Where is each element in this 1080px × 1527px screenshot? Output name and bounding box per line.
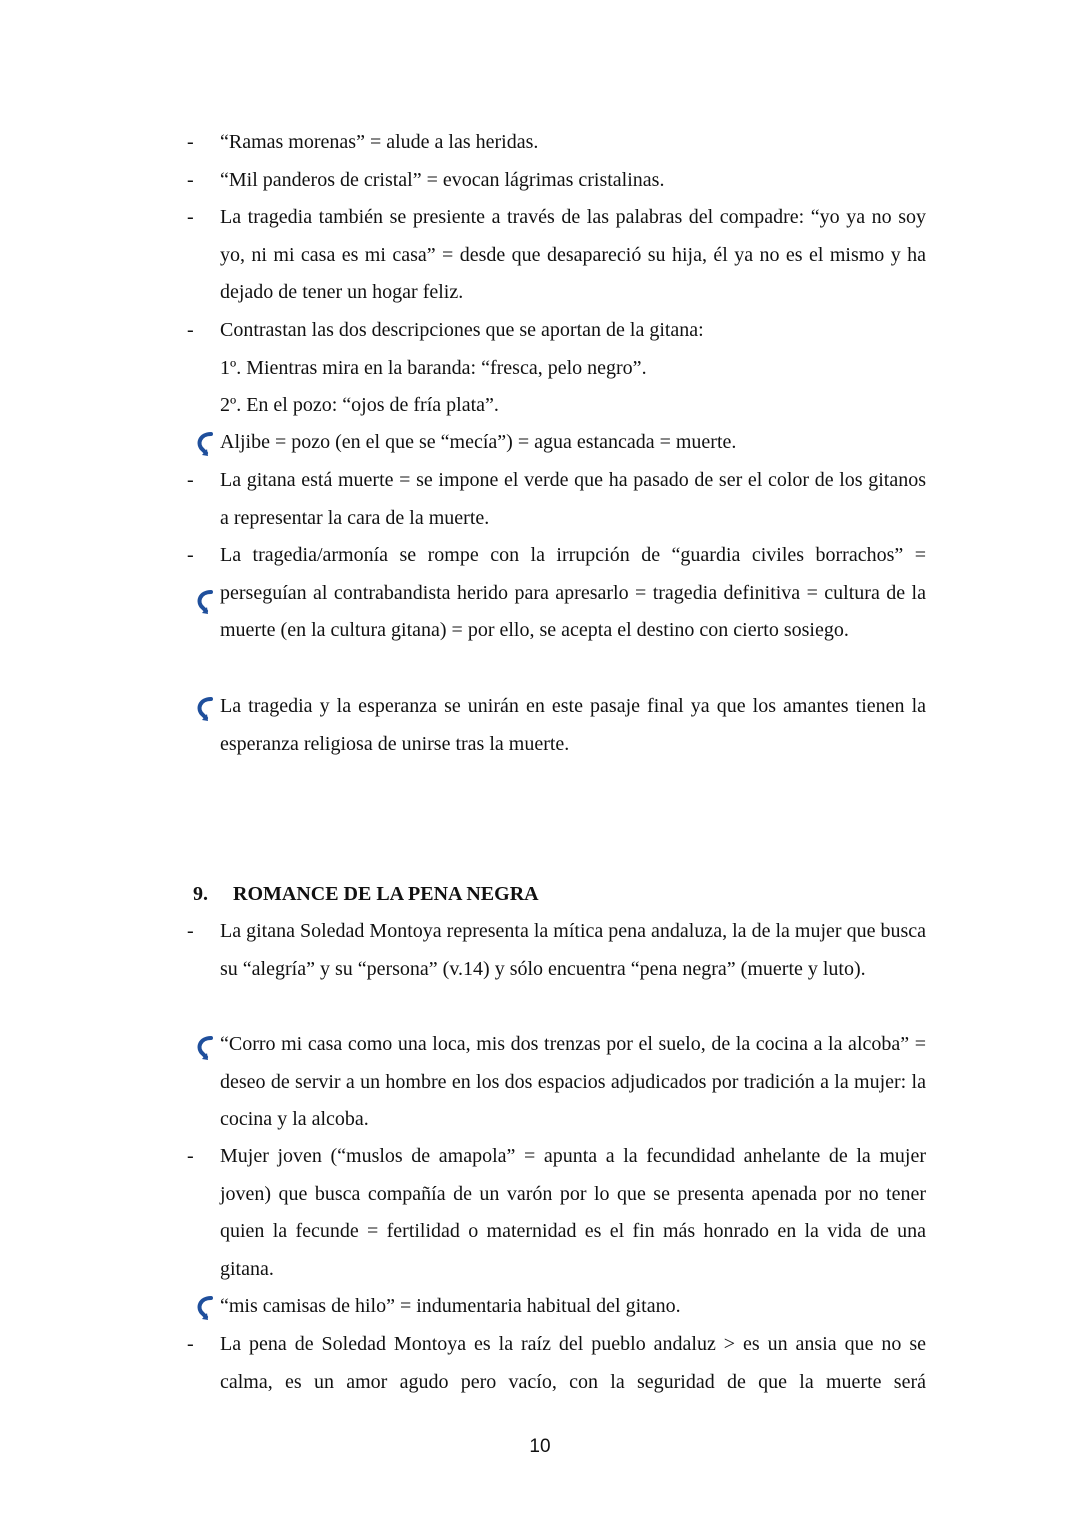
dash-marker: - [187,469,194,491]
curved-arrow-icon [192,588,218,618]
curved-arrow-icon [192,695,218,725]
dash-marker: - [187,544,194,566]
dash-marker: - [187,319,194,341]
page-number: 10 [529,1436,551,1457]
item-text: La gitana Soledad Montoya representa la mítica pena andaluza, la de la mujer que busca su “alegría” y su “persona” (v.14) y sólo encuentra “pena negra” (muerte y luto). [220,920,926,980]
section-title: ROMANCE DE LA PENA NEGRA [233,883,539,905]
item-text: La gitana está muerte = se impone el verde que ha pasado de ser el color de los gitanos a representar la cara de la muerte. [220,469,926,529]
item-text: La tragedia/armonía se rompe con la irrupción de “guardia civiles borrachos” = perseguían al contrabandista herido para apresarlo = tragedia definitiva = cultura de la muerte (en la cultura gitana) = por ello, se acepta el destino con cierto sosiego. [220,544,926,642]
item-text: Contrastan las dos descripciones que se aportan de la gitana: [220,319,704,341]
list-item [220,1288,926,1326]
list-item [220,688,926,763]
item-text: “Mil panderos de cristal” = evocan lágrimas cristalinas. [220,169,665,191]
dash-marker: - [187,169,194,191]
item-text: 1º. Mientras mira en la baranda: “fresca, pelo negro”. [220,357,647,379]
item-text: “mis camisas de hilo” = indumentaria habitual del gitano. [220,1295,681,1317]
list-item [220,1326,926,1402]
list-item [220,387,926,425]
list-item [220,913,926,988]
list-item [220,162,926,200]
section-number: 9. [193,883,208,905]
dash-marker: - [187,1333,194,1355]
list-item [220,462,926,537]
item-text: La tragedia y la esperanza se unirán en este pasaje final ya que los amantes tienen la esperanza religiosa de unirse tras la muerte. [220,695,926,755]
item-text: La pena de Soledad Montoya es la raíz del pueblo andaluz > es un ansia que no se calma, es un amor agudo pero vacío, con la seguridad de que la muerte será [220,1333,926,1393]
dash-marker: - [187,131,194,153]
item-text: “Ramas morenas” = alude a las heridas. [220,131,539,153]
item-text: Aljibe = pozo (en el que se “mecía”) = agua estancada = muerte. [220,431,737,453]
list-item [220,124,926,162]
list-item [220,537,926,650]
list-item [220,1138,926,1289]
list-item [220,1026,926,1139]
dash-marker: - [187,920,194,942]
list-item [220,199,926,312]
list-item [220,350,926,388]
item-text: “Corro mi casa como una loca, mis dos trenzas por el suelo, de la cocina a la alcoba” = deseo de servir a un hombre en los dos espacios adjudicados por tradición a la mujer: la cocina y la alcoba. [220,1033,926,1131]
section-heading [193,876,539,914]
list-item [220,312,926,350]
curved-arrow-icon [192,1034,218,1064]
list-item [220,424,926,462]
dash-marker: - [187,1145,194,1167]
curved-arrow-icon [192,1294,218,1324]
dash-marker: - [187,206,194,228]
item-text: 2º. En el pozo: “ojos de fría plata”. [220,394,499,416]
item-text: Mujer joven (“muslos de amapola” = apunta a la fecundidad anhelante de la mujer joven) que busca compañía de un varón por lo que se presenta apenada por no tener quien la fecunde = fertilidad o maternidad es el fin más honrado en la vida de una gitana. [220,1145,926,1281]
item-text: La tragedia también se presiente a través de las palabras del compadre: “yo ya no soy yo, ni mi casa es mi casa” = desde que desapareció su hija, él ya no es el mismo y ha dejado de tener un hogar feliz. [220,206,926,304]
curved-arrow-icon [192,430,218,460]
